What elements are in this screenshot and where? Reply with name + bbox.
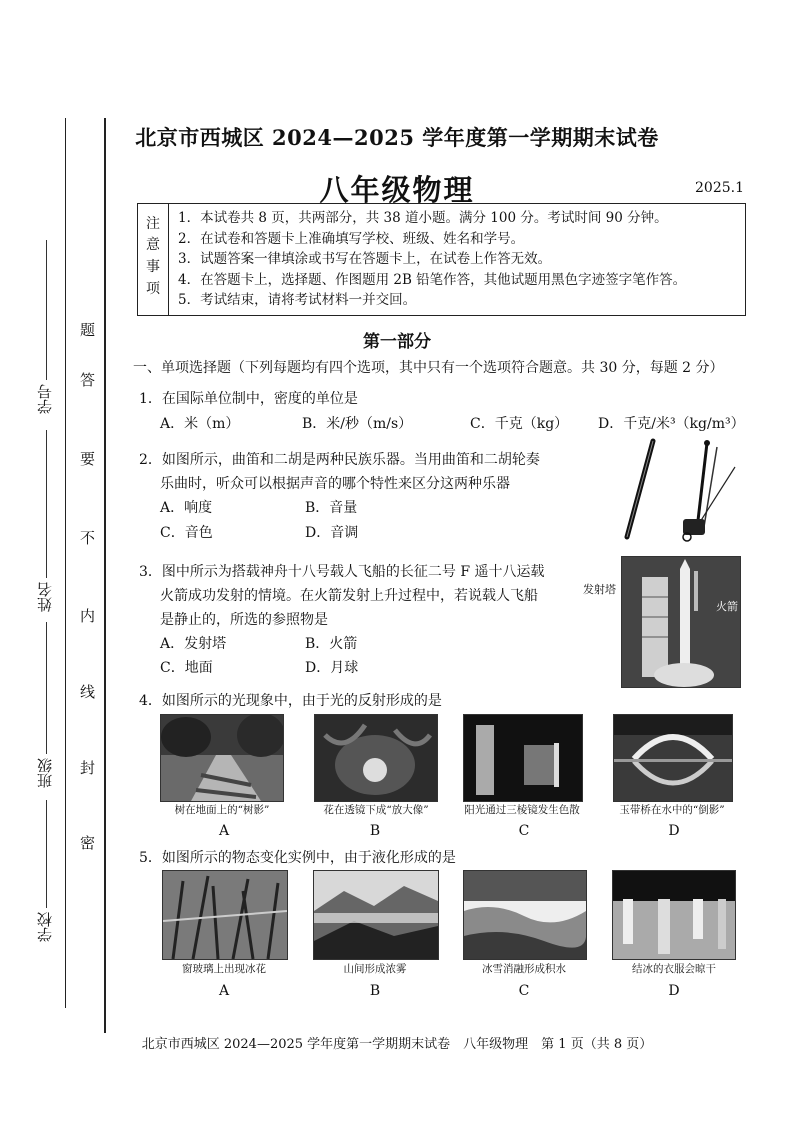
q5-photo-fog xyxy=(313,870,439,960)
seal-word-da: 答 xyxy=(80,371,96,389)
q4-caption-b: 花在透镜下成“放大像” xyxy=(323,804,429,816)
q4-caption-d: 玉带桥在水中的“倒影” xyxy=(619,804,725,816)
notice-item: 5．考试结束，请将考试材料一并交回。 xyxy=(178,292,417,308)
notice-heading-char: 事 xyxy=(146,259,160,275)
q1-option-d: D．千克/米³（kg/m³） xyxy=(598,416,745,432)
school-field[interactable] xyxy=(46,800,47,908)
name-field[interactable] xyxy=(46,430,47,578)
q4-letter-c: C xyxy=(518,823,530,839)
seal-word-mi: 密 xyxy=(80,834,96,852)
q4-photo-magnifier xyxy=(314,714,438,802)
school-label: 学校 xyxy=(36,912,54,942)
q1-option-a: A．米（m） xyxy=(160,416,240,432)
seal-word-nei: 内 xyxy=(80,607,96,625)
q5-photo-frozen-clothes xyxy=(612,870,736,960)
notice-heading xyxy=(138,204,169,315)
flute-erhu-figure xyxy=(615,437,745,542)
q3-option-c: C．地面 xyxy=(160,660,213,676)
q3-option-d: D．月球 xyxy=(305,660,359,676)
q5-stem: 5．如图所示的物态变化实例中，由于液化形成的是 xyxy=(139,850,456,866)
q5-caption-c: 冰雪消融形成积水 xyxy=(482,963,566,975)
seal-word-feng: 封 xyxy=(80,759,96,777)
notice-item: 1．本试卷共 8 页，共两部分，共 38 道小题。满分 100 分。考试时间 90 分钟。 xyxy=(178,210,668,226)
seal-word-yao: 要 xyxy=(80,450,96,468)
class-label: 班级 xyxy=(36,758,54,788)
notice-item: 3．试题答案一律填涂或书写在答题卡上，在试卷上作答无效。 xyxy=(178,251,552,267)
q5-caption-b: 山间形成浓雾 xyxy=(343,963,407,975)
q4-photo-prism xyxy=(463,714,583,802)
seal-word-bu: 不 xyxy=(80,529,96,547)
q5-caption-a: 窗玻璃上出现冰花 xyxy=(182,963,266,975)
part-title: 第一部分 xyxy=(363,332,431,352)
notice-list xyxy=(178,208,686,311)
q2-option-a: A．响度 xyxy=(160,500,213,516)
q5-letter-b: B xyxy=(369,983,381,999)
rocket-launch-photo xyxy=(621,556,741,688)
q5-letter-c: C xyxy=(518,983,530,999)
q3-stem-line3: 是静止的，所选的参照物是 xyxy=(160,612,328,628)
q3-option-b: B．火箭 xyxy=(305,636,358,652)
q4-letter-b: B xyxy=(369,823,381,839)
q4-caption-c: 阳光通过三棱镜发生色散 xyxy=(464,804,580,816)
q4-photo-bridge-reflection xyxy=(613,714,733,802)
q4-photo-tree-shadow xyxy=(160,714,284,802)
section-heading: 一、单项选择题（下列每题均有四个选项，其中只有一个选项符合题意。共 30 分，每题 2 分） xyxy=(133,360,724,376)
margin-line-outer xyxy=(65,118,66,1008)
notice-heading-char: 项 xyxy=(146,281,160,297)
q1-option-c: C．千克（kg） xyxy=(470,416,569,432)
student-id-label: 学号 xyxy=(36,384,54,414)
exam-title: 北京市西城区 2024—2025 学年度第一学期期末试卷 xyxy=(135,125,659,150)
q2-option-d: D．音调 xyxy=(305,525,359,541)
q5-photo-frost xyxy=(162,870,288,960)
seal-word-xian: 线 xyxy=(80,683,96,701)
q5-letter-d: D xyxy=(668,983,680,999)
notice-box xyxy=(137,203,746,316)
exam-date: 2025.1 xyxy=(695,180,744,196)
subject-title: 八年级物理 xyxy=(319,173,475,207)
class-field[interactable] xyxy=(46,622,47,754)
q4-letter-a: A xyxy=(218,823,230,839)
q2-stem-line1: 2．如图所示，曲笛和二胡是两种民族乐器。当用曲笛和二胡轮奏 xyxy=(139,452,540,468)
q3-option-a: A．发射塔 xyxy=(160,636,227,652)
q2-option-c: C．音色 xyxy=(160,525,213,541)
notice-heading-char: 注 xyxy=(146,216,160,232)
seal-word-ti: 题 xyxy=(80,321,96,339)
q4-stem: 4．如图所示的光现象中，由于光的反射形成的是 xyxy=(139,693,442,709)
notice-item: 2．在试卷和答题卡上准确填写学校、班级、姓名和学号。 xyxy=(178,230,525,247)
rocket-label: 火箭 xyxy=(716,600,738,613)
q5-letter-a: A xyxy=(218,983,230,999)
q4-letter-d: D xyxy=(668,823,680,839)
q3-stem-line1: 3．图中所示为搭载神舟十八号载人飞船的长征二号 F 遥十八运载 xyxy=(139,564,545,580)
name-label: 姓名 xyxy=(36,582,54,612)
q2-option-b: B．音量 xyxy=(305,500,358,516)
tower-label-outer: 发射塔 xyxy=(583,583,616,596)
q2-stem-line2: 乐曲时，听众可以根据声音的哪个特性来区分这两种乐器 xyxy=(160,476,510,492)
notice-item: 4．在答题卡上，选择题、作图题用 2B 铅笔作答，其他试题用黑色字迹签字笔作答。 xyxy=(178,271,687,288)
q5-photo-melting xyxy=(463,870,587,960)
q5-caption-d: 结冰的衣服会晾干 xyxy=(632,963,716,975)
q1-stem: 1．在国际单位制中，密度的单位是 xyxy=(139,391,358,407)
q3-stem-line2: 火箭成功发射的情境。在火箭发射上升过程中，若说载人飞船 xyxy=(160,588,538,604)
notice-heading-char: 意 xyxy=(146,237,160,253)
q1-option-b: B．米/秒（m/s） xyxy=(302,416,413,432)
page-footer: 北京市西城区 2024—2025 学年度第一学期期末试卷 八年级物理 第 1 页（共 8 页） xyxy=(141,1037,653,1052)
student-id-field[interactable] xyxy=(46,240,47,380)
q4-caption-a: 树在地面上的“树影” xyxy=(174,804,270,816)
margin-line-inner xyxy=(104,118,106,1033)
